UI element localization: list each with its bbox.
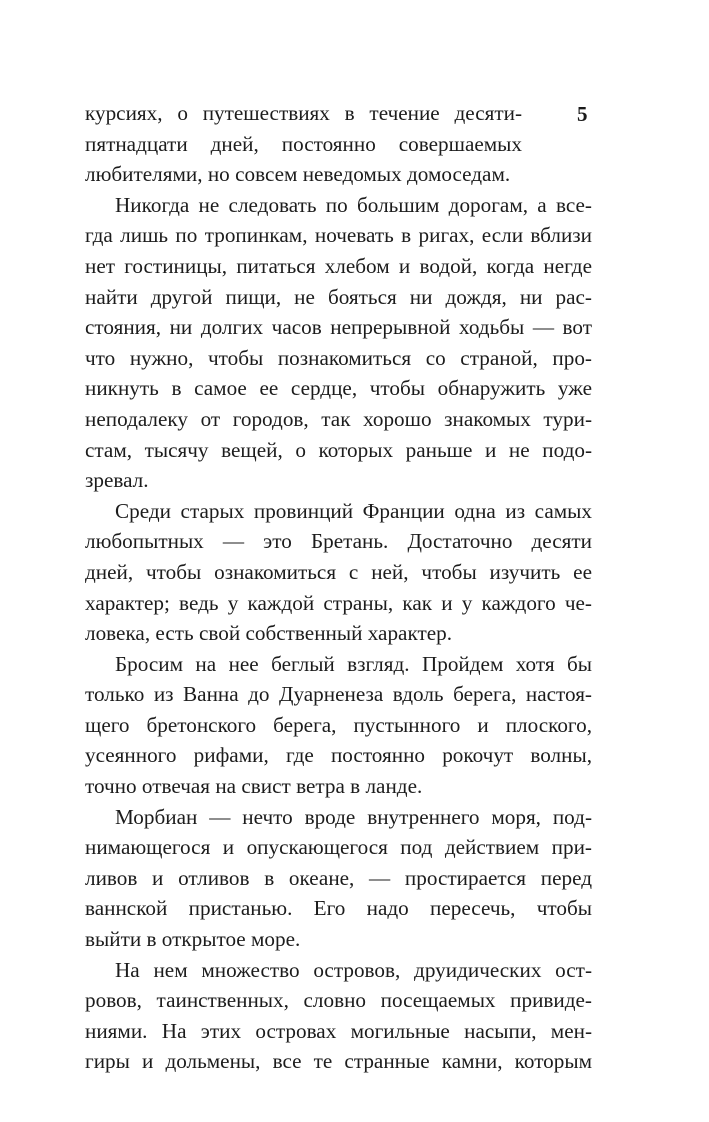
text-line: любопытных — это Бретань. Достаточно десяти (85, 529, 592, 554)
text-line: выйти в открытое море. (85, 927, 301, 952)
text-line: неподалеку от городов, так хорошо знакомых тури- (85, 406, 592, 431)
text-line: нет гостиницы, питаться хлебом и водой, когда негде (85, 253, 592, 278)
paragraph-1 (85, 98, 592, 190)
text-line: гда лишь по тропинкам, ночевать в ригах, если вблизи (85, 223, 592, 248)
text-line: ливов и отливов в океане, — простирается перед (85, 865, 592, 890)
paragraph-2 (85, 190, 592, 496)
text-line: зревал. (85, 468, 149, 493)
text-line: нимающегося и опускающегося под действием при- (85, 835, 592, 860)
text-line: любителями, но совсем неведомых домоседам. (85, 162, 511, 187)
text-line: стам, тысячу вещей, о которых раньше и не подо- (85, 437, 592, 462)
page-number: 5 (577, 102, 588, 126)
paragraph-3 (85, 496, 592, 649)
paragraph-5 (85, 802, 592, 955)
text-line: ваннской пристанью. Его надо пересечь, чтобы (85, 896, 592, 921)
text-line: Среди старых провинций Франции одна из самых (115, 498, 592, 523)
text-line: найти другой пищи, не бояться ни дождя, ни рас- (85, 284, 592, 309)
text-line: только из Ванна до Дуарненеза вдоль берега, настоя- (85, 682, 592, 707)
text-line: характер; ведь у каждой страны, как и у каждого че- (85, 590, 592, 615)
text-line: никнуть в самое ее сердце, чтобы обнаружить уже (85, 376, 592, 401)
text-line: точно отвечая на свист ветра в ланде. (85, 774, 423, 799)
text-line: На нем множество островов, друидических ост- (115, 957, 592, 982)
text-line: ровов, таинственных, словно посещаемых привиде- (85, 988, 592, 1013)
text-line: гиры и дольмены, все те странные камни, которым (85, 1049, 592, 1074)
text-line: дней, чтобы ознакомиться с ней, чтобы изучить ее (85, 559, 592, 584)
text-line: усеянного рифами, где постоянно рокочут волны, (85, 743, 592, 768)
text-line: пятнадцати дней, постоянно совершаемых (85, 131, 522, 156)
text-line: Никогда не следовать по большим дорогам, а все- (115, 192, 592, 217)
text-line: Морбиан — нечто вроде внутреннего моря, под- (115, 804, 592, 829)
text-line: ниями. На этих островах могильные насыпи, мен- (85, 1018, 592, 1043)
paragraph-4 (85, 649, 592, 802)
text-line: что нужно, чтобы познакомиться со страной, про- (85, 345, 592, 370)
body-text (85, 98, 592, 1077)
text-line: щего бретонского берега, пустынного и плоского, (85, 712, 592, 737)
text-line: ловека, есть свой собственный характер. (85, 621, 453, 646)
text-line: Бросим на нее беглый взгляд. Пройдем хотя бы (115, 651, 592, 676)
text-line: стояния, ни долгих часов непрерывной ходьбы — вот (85, 315, 592, 340)
paragraph-6 (85, 955, 592, 1077)
text-line: курсиях, о путешествиях в течение десяти- (85, 101, 522, 125)
